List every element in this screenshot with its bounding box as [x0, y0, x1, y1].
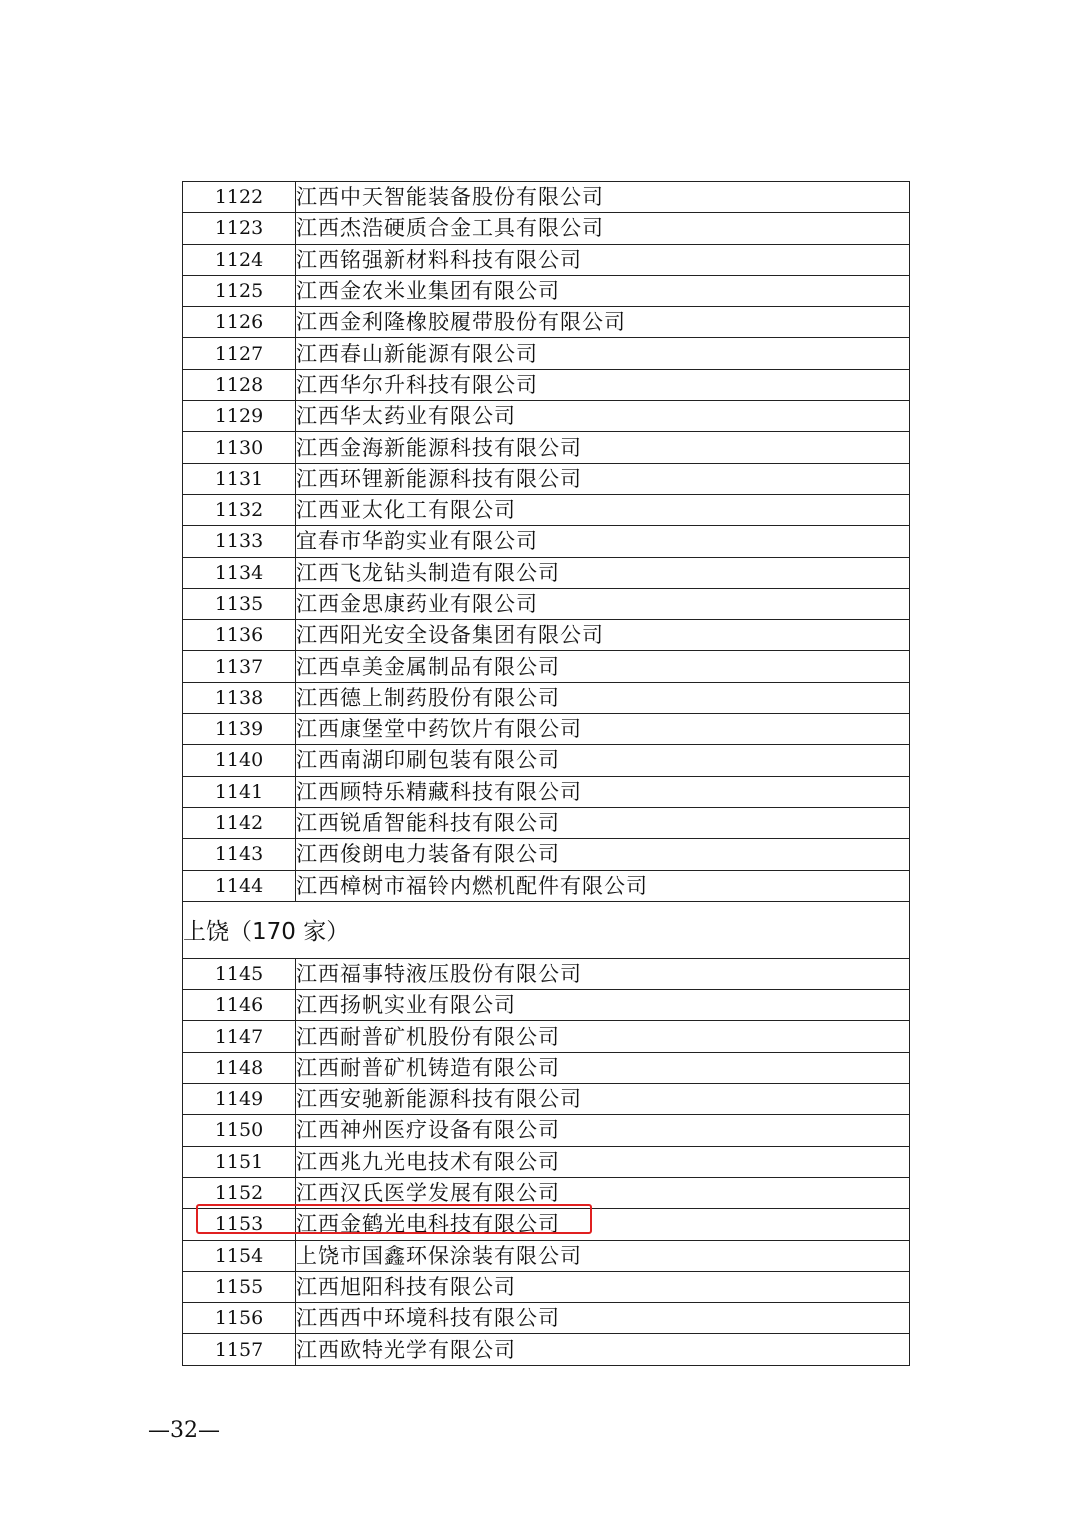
table-row	[183, 463, 910, 494]
company-name: 江西安驰新能源科技有限公司	[296, 1084, 910, 1115]
company-name: 江西康堡堂中药饮片有限公司	[296, 714, 910, 745]
company-name: 江西汉氏医学发展有限公司	[296, 1177, 910, 1208]
table-row	[183, 1240, 910, 1271]
company-name: 江西西中环境科技有限公司	[296, 1303, 910, 1334]
company-name: 江西旭阳科技有限公司	[296, 1271, 910, 1302]
company-name: 江西南湖印刷包装有限公司	[296, 745, 910, 776]
company-name: 江西耐普矿机铸造有限公司	[296, 1052, 910, 1083]
row-number: 1147	[183, 1021, 296, 1052]
company-name: 江西耐普矿机股份有限公司	[296, 1021, 910, 1052]
company-list-body	[183, 182, 910, 1366]
row-number: 1129	[183, 401, 296, 432]
table-row	[183, 651, 910, 682]
row-number: 1149	[183, 1084, 296, 1115]
table-row	[183, 807, 910, 838]
row-number: 1122	[183, 182, 296, 213]
company-name: 江西阳光安全设备集团有限公司	[296, 620, 910, 651]
company-name: 江西金海新能源科技有限公司	[296, 432, 910, 463]
row-number: 1155	[183, 1271, 296, 1302]
row-number: 1134	[183, 557, 296, 588]
company-name: 江西卓美金属制品有限公司	[296, 651, 910, 682]
table-row	[183, 307, 910, 338]
table-row	[183, 714, 910, 745]
company-name: 江西锐盾智能科技有限公司	[296, 807, 910, 838]
company-name: 江西俊朗电力装备有限公司	[296, 839, 910, 870]
row-number: 1132	[183, 494, 296, 525]
row-number: 1146	[183, 990, 296, 1021]
table-row	[183, 1052, 910, 1083]
company-name: 江西扬帆实业有限公司	[296, 990, 910, 1021]
row-number: 1150	[183, 1115, 296, 1146]
row-number: 1153	[183, 1209, 296, 1240]
company-name: 江西中天智能装备股份有限公司	[296, 182, 910, 213]
table-row	[183, 776, 910, 807]
section-header-row	[183, 901, 910, 958]
row-number: 1137	[183, 651, 296, 682]
row-number: 1139	[183, 714, 296, 745]
row-number: 1143	[183, 839, 296, 870]
table-row	[183, 839, 910, 870]
table-row	[183, 1334, 910, 1365]
company-name: 江西金利隆橡胶履带股份有限公司	[296, 307, 910, 338]
company-name: 江西杰浩硬质合金工具有限公司	[296, 213, 910, 244]
company-name: 江西神州医疗设备有限公司	[296, 1115, 910, 1146]
table-row	[183, 1209, 910, 1240]
table-row	[183, 990, 910, 1021]
company-name: 江西华尔升科技有限公司	[296, 369, 910, 400]
table-row	[183, 1021, 910, 1052]
table-row	[183, 1084, 910, 1115]
row-number: 1130	[183, 432, 296, 463]
table-row	[183, 182, 910, 213]
table-row	[183, 1115, 910, 1146]
row-number: 1145	[183, 958, 296, 989]
company-list-table	[182, 181, 910, 1366]
table-row	[183, 1303, 910, 1334]
table-row	[183, 213, 910, 244]
company-name: 江西金鹤光电科技有限公司	[296, 1209, 910, 1240]
table-row	[183, 401, 910, 432]
company-name: 宜春市华韵实业有限公司	[296, 526, 910, 557]
table-row	[183, 557, 910, 588]
company-name: 江西顾特乐精藏科技有限公司	[296, 776, 910, 807]
company-name: 江西欧特光学有限公司	[296, 1334, 910, 1365]
row-number: 1157	[183, 1334, 296, 1365]
row-number: 1154	[183, 1240, 296, 1271]
table-row	[183, 588, 910, 619]
company-name: 江西春山新能源有限公司	[296, 338, 910, 369]
row-number: 1135	[183, 588, 296, 619]
row-number: 1128	[183, 369, 296, 400]
row-number: 1151	[183, 1146, 296, 1177]
row-number: 1126	[183, 307, 296, 338]
row-number: 1142	[183, 807, 296, 838]
row-number: 1133	[183, 526, 296, 557]
row-number: 1152	[183, 1177, 296, 1208]
row-number: 1148	[183, 1052, 296, 1083]
company-name: 江西铭强新材料科技有限公司	[296, 244, 910, 275]
table-row	[183, 494, 910, 525]
row-number: 1141	[183, 776, 296, 807]
table-row	[183, 432, 910, 463]
table-row	[183, 682, 910, 713]
company-name: 江西樟树市福铃内燃机配件有限公司	[296, 870, 910, 901]
row-number: 1123	[183, 213, 296, 244]
row-number: 1131	[183, 463, 296, 494]
company-name: 江西福事特液压股份有限公司	[296, 958, 910, 989]
company-name: 江西金思康药业有限公司	[296, 588, 910, 619]
row-number: 1140	[183, 745, 296, 776]
company-name: 江西环锂新能源科技有限公司	[296, 463, 910, 494]
table-row	[183, 338, 910, 369]
table-row	[183, 870, 910, 901]
page-number: —32—	[148, 1418, 220, 1443]
row-number: 1125	[183, 275, 296, 306]
row-number: 1127	[183, 338, 296, 369]
table-row	[183, 1271, 910, 1302]
table-row	[183, 958, 910, 989]
company-name: 江西兆九光电技术有限公司	[296, 1146, 910, 1177]
company-name: 江西德上制药股份有限公司	[296, 682, 910, 713]
table-row	[183, 244, 910, 275]
row-number: 1156	[183, 1303, 296, 1334]
table-row	[183, 1177, 910, 1208]
row-number: 1124	[183, 244, 296, 275]
row-number: 1138	[183, 682, 296, 713]
company-name: 江西华太药业有限公司	[296, 401, 910, 432]
company-name: 江西亚太化工有限公司	[296, 494, 910, 525]
table-row	[183, 526, 910, 557]
table-row	[183, 1146, 910, 1177]
table-row	[183, 620, 910, 651]
table-row	[183, 745, 910, 776]
table-row	[183, 369, 910, 400]
company-name: 江西金农米业集团有限公司	[296, 275, 910, 306]
row-number: 1144	[183, 870, 296, 901]
company-name: 上饶市国鑫环保涂装有限公司	[296, 1240, 910, 1271]
table-row	[183, 275, 910, 306]
section-title: 上饶（170 家）	[183, 901, 910, 958]
row-number: 1136	[183, 620, 296, 651]
company-name: 江西飞龙钻头制造有限公司	[296, 557, 910, 588]
